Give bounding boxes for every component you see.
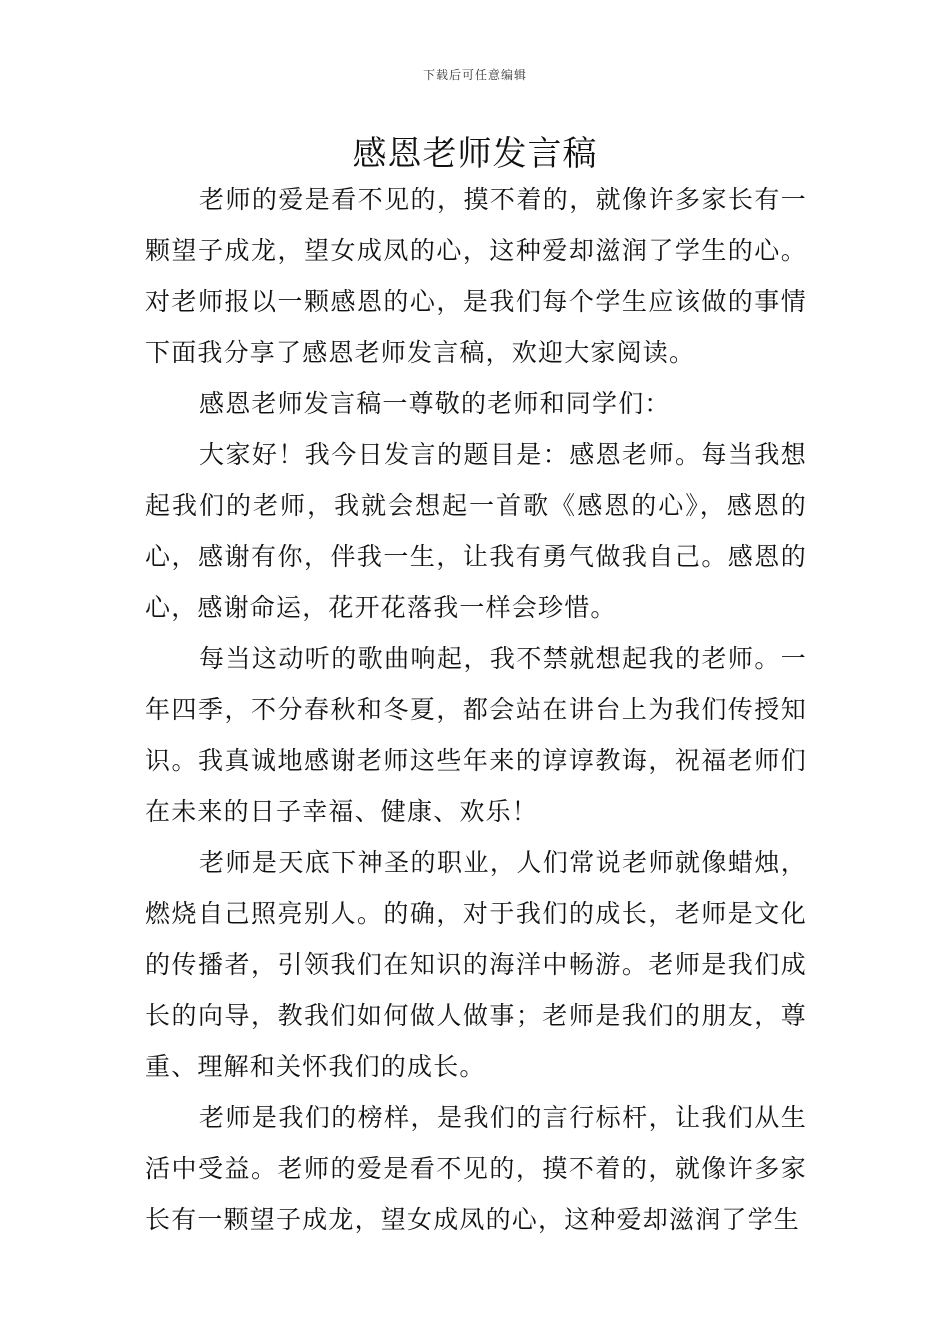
paragraph-profession: 老师是天底下神圣的职业，人们常说老师就像蜡烛，燃烧自己照亮别人。的确，对于我们的成长，老师是文化的传播者，引领我们在知识的海洋中畅游。老师是我们成长的向导，教我们如何做人做事；老师是我们的朋友，尊重、理解和关怀我们的成长。 [145,848,807,1081]
header-note: 下载后可任意编辑 [422,68,527,82]
paragraph-song: 每当这动听的歌曲响起，我不禁就想起我的老师。一年四季，不分春秋和冬夏，都会站在讲台上为我们传授知识。我真诚地感谢老师这些年来的谆谆教诲，祝福老师们在未来的日子幸福、健康、欢乐！ [145,644,807,826]
paragraph-opening: 大家好！我今日发言的题目是：感恩老师。每当我想起我们的老师，我就会想起一首歌《感恩的心》，感恩的心，感谢有你，伴我一生，让我有勇气做我自己。感恩的心，感谢命运，花开花落我一样会珍惜。 [145,440,807,622]
document-title: 感恩老师发言稿 [352,134,598,174]
paragraph-intro: 老师的爱是看不见的，摸不着的，就像许多家长有一颗望子成龙，望女成凤的心，这种爱却滋润了学生的心。对老师报以一颗感恩的心，是我们每个学生应该做的事情下面我分享了感恩老师发言稿，欢迎大家阅读。 [145,185,807,367]
paragraph-role-model: 老师是我们的榜样，是我们的言行标杆，让我们从生活中受益。老师的爱是看不见的，摸不着的，就像许多家长有一颗望子成龙，望女成凤的心，这种爱却滋润了学生 [145,1103,807,1234]
document-body [145,174,807,1245]
paragraph-greeting: 感恩老师发言稿一尊敬的老师和同学们： [199,389,671,418]
